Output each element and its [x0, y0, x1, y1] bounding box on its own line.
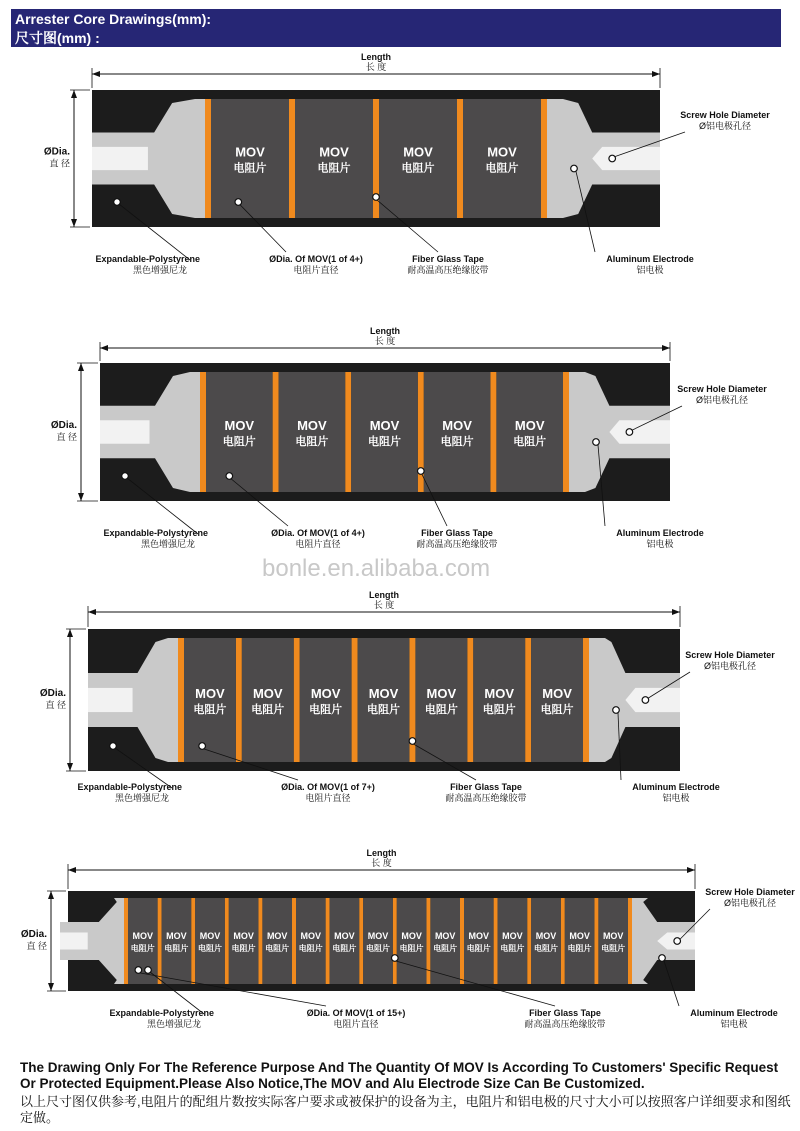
mov-label: MOV — [199, 931, 221, 941]
aluminum-electrode-label-cn: 铝电极 — [636, 265, 664, 275]
mov-disc — [464, 898, 494, 984]
orange-spacer — [352, 638, 358, 762]
mov-label: MOV — [310, 686, 341, 701]
length-arrow-right — [662, 345, 670, 351]
length-arrow-right — [687, 867, 695, 873]
mov-disc — [498, 898, 528, 984]
footer-note — [20, 1060, 795, 1126]
screw-hole-label-cn: Ø铝电极孔径 — [698, 121, 752, 131]
mov-disc — [195, 898, 225, 984]
header-title-cn: 尺寸图(mm) : — [15, 30, 100, 46]
mov-label-cn: 电阻片 — [366, 944, 390, 953]
mov-label: MOV — [195, 686, 225, 701]
mov-label-cn: 电阻片 — [367, 704, 400, 716]
fiber-tape-marker — [392, 955, 399, 962]
eps-label-cn: 黑色增强尼龙 — [146, 1019, 202, 1029]
length-arrow-right — [672, 609, 680, 615]
mov-label: MOV — [166, 931, 187, 941]
mov-label-cn: 电阻片 — [164, 944, 189, 953]
dia-arrow-top — [71, 90, 77, 98]
aluminum-electrode-marker — [659, 955, 666, 962]
watermark: bonle.en.alibaba.com — [262, 555, 491, 582]
orange-spacer — [294, 638, 300, 762]
mov-label-cn: 电阻片 — [433, 944, 458, 953]
mov-label-cn: 电阻片 — [265, 944, 290, 953]
header-title-en: Arrester Core Drawings(mm): — [15, 11, 212, 27]
dia-arrow-bottom — [67, 763, 73, 771]
eps-label-en: Expandable-Polystyrene — [95, 254, 200, 264]
orange-spacer — [236, 638, 242, 762]
length-label-cn: 长 度 — [374, 336, 396, 346]
dia-arrow-top — [78, 363, 84, 371]
mov-label: MOV — [252, 686, 283, 701]
dia-label-cn: 直 径 — [45, 700, 66, 710]
mov-label: MOV — [132, 931, 154, 941]
orange-spacer — [326, 898, 330, 984]
orange-spacer — [200, 372, 206, 492]
dia-arrow-top — [48, 891, 54, 899]
left-electrode-core — [100, 420, 150, 443]
mov-dia-marker — [226, 473, 233, 480]
screw-hole-marker — [609, 155, 616, 162]
fiber-tape-marker — [418, 468, 425, 475]
mov-label: MOV — [426, 686, 457, 701]
mov-label: MOV — [401, 931, 422, 941]
mov-disc — [598, 898, 628, 984]
eps-label-cn: 黑色增强尼龙 — [114, 793, 170, 803]
mov-disc — [430, 898, 460, 984]
mov-label: MOV — [319, 144, 349, 160]
orange-spacer — [359, 898, 363, 984]
mov-dia-marker — [199, 743, 206, 750]
mov-disc — [162, 898, 192, 984]
dia-label-cn: 直 径 — [26, 941, 47, 951]
length-label-cn: 长 度 — [365, 62, 387, 72]
aluminum-electrode-marker — [593, 439, 600, 446]
aluminum-electrode-label-cn: 铝电极 — [646, 539, 674, 549]
aluminum-electrode-marker — [571, 165, 578, 172]
mov-label-cn: 电阻片 — [368, 436, 401, 448]
mov-label: MOV — [434, 931, 456, 941]
orange-spacer — [258, 898, 262, 984]
aluminum-electrode-label-en: Aluminum Electrode — [690, 1008, 778, 1018]
dia-label-en: ØDia. — [43, 146, 70, 158]
orange-spacer — [460, 898, 464, 984]
orange-spacer — [628, 898, 632, 984]
mov-dia-marker — [135, 967, 142, 974]
mov-label: MOV — [369, 418, 400, 433]
aluminum-electrode-label-en: Aluminum Electrode — [632, 782, 720, 792]
mov-disc — [330, 898, 360, 984]
mov-label-cn: 电阻片 — [534, 944, 558, 953]
orange-spacer — [225, 898, 229, 984]
mov-dia-label-cn: 电阻片直径 — [295, 539, 341, 549]
mov-label-cn: 电阻片 — [233, 162, 267, 175]
fiber-tape-marker — [373, 194, 380, 201]
mov-disc — [128, 898, 158, 984]
screw-hole — [592, 147, 660, 170]
eps-label-en: Expandable-Polystyrene — [77, 782, 182, 792]
screw-hole — [625, 688, 680, 712]
mov-disc — [565, 898, 595, 984]
mov-label-cn: 电阻片 — [485, 162, 519, 175]
mov-label: MOV — [233, 931, 254, 941]
mov-label: MOV — [334, 931, 355, 941]
mov-label-cn: 电阻片 — [295, 436, 329, 448]
orange-spacer — [393, 898, 397, 984]
orange-spacer — [525, 638, 531, 762]
length-arrow-left — [68, 867, 76, 873]
mov-label-cn: 电阻片 — [317, 162, 351, 175]
mov-label-cn: 电阻片 — [424, 704, 458, 716]
fiber-tape-label-cn: 耐高温高压绝缘胶带 — [407, 265, 489, 275]
orange-spacer — [273, 372, 279, 492]
mov-label: MOV — [367, 931, 389, 941]
orange-spacer — [124, 898, 128, 984]
screw-hole-label-cn: Ø铝电极孔径 — [723, 898, 777, 908]
orange-spacer — [563, 372, 569, 492]
fiber-tape-label-cn: 耐高温高压绝缘胶带 — [524, 1019, 606, 1029]
aluminum-electrode-label-en: Aluminum Electrode — [616, 528, 704, 538]
left-electrode-core — [60, 933, 88, 950]
mov-dia-label-en: ØDia. Of MOV(1 of 4+) — [269, 254, 363, 264]
screw-hole-label-en: Screw Hole Diameter — [705, 887, 795, 897]
screw-hole-label-en: Screw Hole Diameter — [680, 110, 770, 120]
orange-spacer — [292, 898, 296, 984]
dia-label-en: ØDia. — [50, 420, 77, 431]
mov-label: MOV — [297, 418, 327, 433]
mov-label-cn: 电阻片 — [482, 704, 516, 716]
orange-spacer — [541, 99, 547, 218]
length-label-en: Length — [370, 326, 400, 336]
dia-label-cn: 直 径 — [56, 432, 77, 442]
mov-label: MOV — [300, 931, 322, 941]
orange-spacer — [205, 99, 211, 218]
eps-label-cn: 黑色增强尼龙 — [140, 539, 196, 549]
screw-hole-marker — [674, 938, 681, 945]
mov-dia-label-cn: 电阻片直径 — [305, 793, 351, 803]
mov-label-cn: 电阻片 — [198, 944, 222, 953]
mov-label: MOV — [266, 931, 288, 941]
fiber-tape-marker — [409, 738, 416, 745]
length-arrow-left — [92, 71, 100, 77]
length-label-cn: 长 度 — [373, 600, 395, 610]
mov-label-cn: 电阻片 — [440, 436, 474, 448]
dia-label-cn: 直 径 — [49, 158, 70, 169]
orange-spacer — [158, 898, 162, 984]
screw-hole-label-cn: Ø铝电极孔径 — [703, 661, 757, 671]
mov-label: MOV — [602, 931, 624, 941]
length-label-en: Length — [361, 52, 391, 62]
screw-hole — [609, 420, 670, 443]
mov-label-cn: 电阻片 — [332, 944, 357, 953]
mov-disc — [296, 898, 326, 984]
mov-label: MOV — [487, 144, 517, 160]
aluminum-electrode-label-cn: 铝电极 — [720, 1019, 748, 1029]
length-arrow-left — [100, 345, 108, 351]
fiber-tape-label-cn: 耐高温高压绝缘胶带 — [445, 793, 527, 803]
orange-spacer — [467, 638, 473, 762]
mov-dia-label-cn: 电阻片直径 — [293, 265, 339, 275]
dia-arrow-bottom — [48, 983, 54, 991]
mov-label-cn: 电阻片 — [231, 944, 256, 953]
fiber-tape-label-en: Fiber Glass Tape — [421, 528, 493, 538]
fiber-tape-label-en: Fiber Glass Tape — [450, 782, 522, 792]
mov-label-cn: 电阻片 — [193, 704, 227, 716]
orange-spacer — [345, 372, 351, 492]
mov-disc — [229, 898, 259, 984]
orange-spacer — [426, 898, 430, 984]
mov-label: MOV — [514, 418, 545, 433]
fiber-tape-label-en: Fiber Glass Tape — [529, 1008, 601, 1018]
mov-label-cn: 电阻片 — [222, 436, 256, 448]
mov-label-cn: 电阻片 — [399, 944, 424, 953]
mov-label-cn: 电阻片 — [540, 704, 574, 716]
eps-label-en: Expandable-Polystyrene — [109, 1008, 214, 1018]
dia-label-en: ØDia. — [20, 929, 47, 940]
mov-disc — [531, 898, 561, 984]
orange-spacer — [594, 898, 598, 984]
mov-label: MOV — [484, 686, 515, 701]
mov-label-cn: 电阻片 — [401, 162, 435, 175]
orange-spacer — [457, 99, 463, 218]
mov-label: MOV — [535, 931, 557, 941]
orange-spacer — [494, 898, 498, 984]
mov-label-cn: 电阻片 — [309, 704, 343, 716]
mov-label-cn: 电阻片 — [466, 944, 491, 953]
orange-spacer — [561, 898, 565, 984]
footer-note-en: The Drawing Only For The Reference Purpose And The Quantity Of MOV Is According To Customers' Specific Request Or Protected Equipment.Please Also Notice,The MOV and Alu Electrode Size Can Be Customized. — [20, 1060, 779, 1091]
orange-spacer — [178, 638, 184, 762]
mov-label: MOV — [569, 931, 590, 941]
length-label-cn: 长 度 — [371, 858, 392, 868]
orange-spacer — [289, 99, 295, 218]
mov-dia-label-cn: 电阻片直径 — [333, 1019, 379, 1029]
mov-dia-label-en: ØDia. Of MOV(1 of 4+) — [271, 528, 365, 538]
eps-label-cn: 黑色增强尼龙 — [132, 265, 188, 275]
mov-label-cn: 电阻片 — [130, 944, 155, 953]
orange-spacer — [583, 638, 589, 762]
aluminum-electrode-label-cn: 铝电极 — [662, 793, 690, 803]
fiber-tape-label-cn: 耐高温高压绝缘胶带 — [416, 539, 498, 549]
mov-dia-label-en: ØDia. Of MOV(1 of 7+) — [281, 782, 375, 792]
aluminum-electrode-marker — [613, 707, 620, 714]
orange-spacer — [527, 898, 531, 984]
dia-label-en: ØDia. — [39, 688, 66, 699]
left-electrode-core — [92, 147, 148, 170]
length-label-en: Length — [369, 590, 399, 600]
length-arrow-right — [652, 71, 660, 77]
orange-spacer — [191, 898, 195, 984]
length-label-en: Length — [366, 848, 397, 858]
mov-label: MOV — [502, 931, 523, 941]
mov-dia-marker — [235, 199, 242, 206]
screw-hole-label-en: Screw Hole Diameter — [677, 384, 767, 394]
screw-hole-label-en: Screw Hole Diameter — [685, 650, 775, 660]
screw-hole-marker — [626, 429, 633, 436]
mov-disc — [363, 898, 393, 984]
mov-label-cn: 电阻片 — [500, 944, 525, 953]
dia-arrow-top — [67, 629, 73, 637]
mov-label: MOV — [468, 931, 490, 941]
mov-label: MOV — [542, 686, 572, 701]
mov-label-cn: 电阻片 — [251, 704, 285, 716]
mov-label: MOV — [224, 418, 255, 433]
mov-label: MOV — [442, 418, 472, 433]
orange-spacer — [490, 372, 496, 492]
mov-label-cn: 电阻片 — [298, 944, 323, 953]
mov-label-cn: 电阻片 — [513, 436, 547, 448]
mov-label-cn: 电阻片 — [567, 944, 592, 953]
eps-label-en: Expandable-Polystyrene — [103, 528, 208, 538]
dia-arrow-bottom — [78, 493, 84, 501]
mov-dia-label-en: ØDia. Of MOV(1 of 15+) — [306, 1008, 406, 1018]
mov-disc — [397, 898, 427, 984]
mov-disc — [262, 898, 292, 984]
footer-note-cn: 以上尺寸图仅供参考,电阻片的配组片数按实际客户要求或被保护的设备为主，电阻片和铝电极的尺寸大小可以按照客户详细要求和图纸定做。 — [20, 1094, 791, 1125]
screw-hole-marker — [642, 697, 649, 704]
mov-label: MOV — [368, 686, 399, 701]
aluminum-electrode-label-en: Aluminum Electrode — [606, 254, 694, 264]
dia-arrow-bottom — [71, 219, 77, 227]
mov-label-cn: 电阻片 — [601, 944, 626, 953]
screw-hole-label-cn: Ø铝电极孔径 — [695, 395, 749, 405]
fiber-tape-label-en: Fiber Glass Tape — [412, 254, 484, 264]
left-electrode-core — [88, 688, 133, 712]
mov-label: MOV — [403, 144, 433, 160]
mov-label: MOV — [235, 144, 265, 160]
length-arrow-left — [88, 609, 96, 615]
